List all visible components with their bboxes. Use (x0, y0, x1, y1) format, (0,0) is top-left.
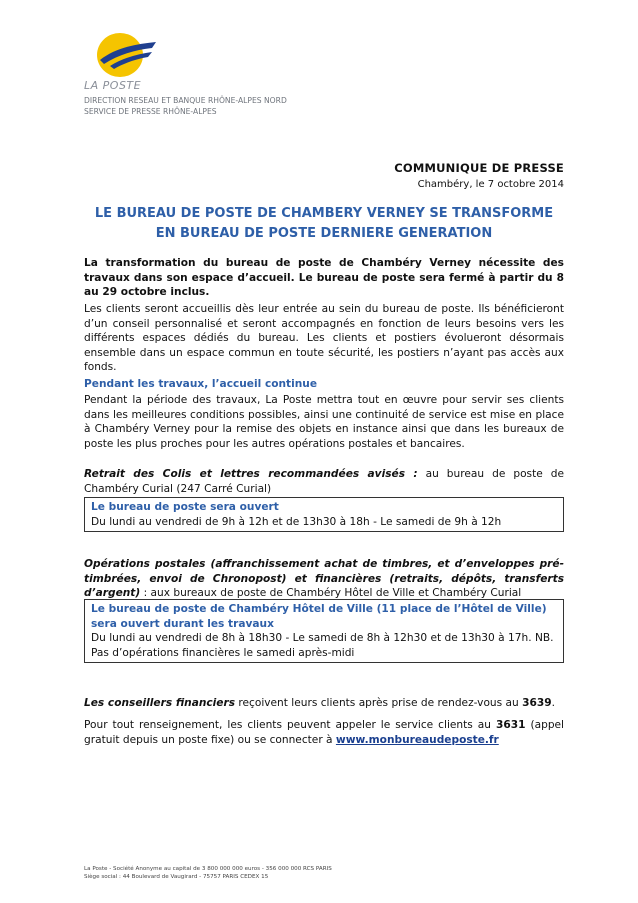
operations-paragraph (84, 557, 564, 601)
advisors-paragraph (84, 696, 564, 711)
colis-box-title: Le bureau de poste sera ouvert (91, 501, 279, 513)
department-line-2: SERVICE DE PRESSE RHÔNE-ALPES (84, 107, 217, 116)
advisors-end: . (551, 697, 555, 709)
la-poste-logo-icon (90, 30, 160, 82)
press-release-date: Chambéry, le 7 octobre 2014 (417, 179, 564, 190)
contact-text-1: Pour tout renseignement, les clients peuvent appeler le service clients au (84, 719, 496, 731)
advisors-rest: reçoivent leurs clients après prise de rendez-vous au (235, 697, 523, 709)
la-poste-logo (90, 30, 160, 82)
colis-lead: Retrait des Colis et lettres recommandées avisés : (84, 468, 418, 480)
department-line-1: DIRECTION RESEAU ET BANQUE RHÔNE-ALPES NORD (84, 96, 287, 105)
works-heading: Pendant les travaux, l’accueil continue (84, 378, 318, 390)
footer-legal-line-1: La Poste - Société Anonyme au capital de 3 800 000 000 euros - 356 000 000 RCS PARIS (84, 866, 332, 872)
works-body-paragraph: Pendant la période des travaux, La Poste mettra tout en œuvre pour servir ses clients dans les meilleures conditions possibles, ainsi une continuité de service est mise en place à Chambéry Verney pour la remise des objets en instance ainsi que dans les bureaux de poste les plus proches pour les autres opérations postales et bancaires. (84, 394, 564, 450)
headline-line-2: EN BUREAU DE POSTE DERNIERE GENERATION (155, 226, 493, 241)
footer-legal-line-2: Siège social : 44 Boulevard de Vaugirard - 75757 PARIS CEDEX 15 (84, 874, 269, 880)
colis-hours-box (84, 497, 564, 532)
operations-box-hours: Du lundi au vendredi de 8h à 18h30 - Le samedi de 8h à 12h30 et de 13h30 à 17h. NB. Pas d’opérations financières le samedi après-midi (91, 632, 554, 659)
intro-body-paragraph: Les clients seront accueillis dès leur entrée au sein du bureau de poste. Ils bénéficieront d’un conseil personnalisé et seront accompagnés en fonction de leurs besoins vers les différents espaces dédiés du bureau. Les clients et postiers évolueront désormais ensemble dans un espace commun en toute sécurité, les postiers n’ayant pas accès aux fonds. (84, 303, 564, 373)
operations-box-title: Le bureau de poste de Chambéry Hôtel de Ville (11 place de l’Hôtel de Ville) sera ouvert durant les travaux (91, 603, 547, 630)
operations-lead: Opérations postales (affranchissement achat de timbres, et d’enveloppes pré-timbrées, envoi de Chronopost) et financières (retraits, dépôts, transferts d’argent) (84, 558, 564, 599)
headline-line-1: LE BUREAU DE POSTE DE CHAMBERY VERNEY SE TRANSFORME (94, 206, 554, 221)
operations-rest: : aux bureaux de poste de Chambéry Hôtel de Ville et Chambéry Curial (140, 587, 522, 599)
contact-number: 3631 (495, 719, 526, 731)
colis-paragraph (84, 467, 564, 496)
brand-name: LA POSTE (84, 79, 142, 92)
colis-box-hours: Du lundi au vendredi de 9h à 12h et de 13h30 à 18h - Le samedi de 9h à 12h (91, 515, 502, 528)
website-link[interactable]: www.monbureaudeposte.fr (335, 733, 499, 746)
advisors-lead: Les conseillers financiers (84, 697, 236, 709)
colis-rest: au bureau de poste de Chambéry Curial (247 Carré Curial) (84, 468, 564, 495)
operations-hours-box (84, 599, 564, 663)
contact-paragraph (84, 718, 564, 747)
intro-bold-paragraph: La transformation du bureau de poste de Chambéry Verney nécessite des travaux dans son espace d’accueil. Le bureau de poste sera fermé à partir du 8 au 29 octobre inclus. (84, 257, 564, 298)
contact-text-2: (appel gratuit depuis un poste fixe) ou se connecter à (84, 719, 565, 746)
advisors-number: 3639 (522, 697, 552, 709)
press-release-label: COMMUNIQUE DE PRESSE (394, 161, 564, 175)
